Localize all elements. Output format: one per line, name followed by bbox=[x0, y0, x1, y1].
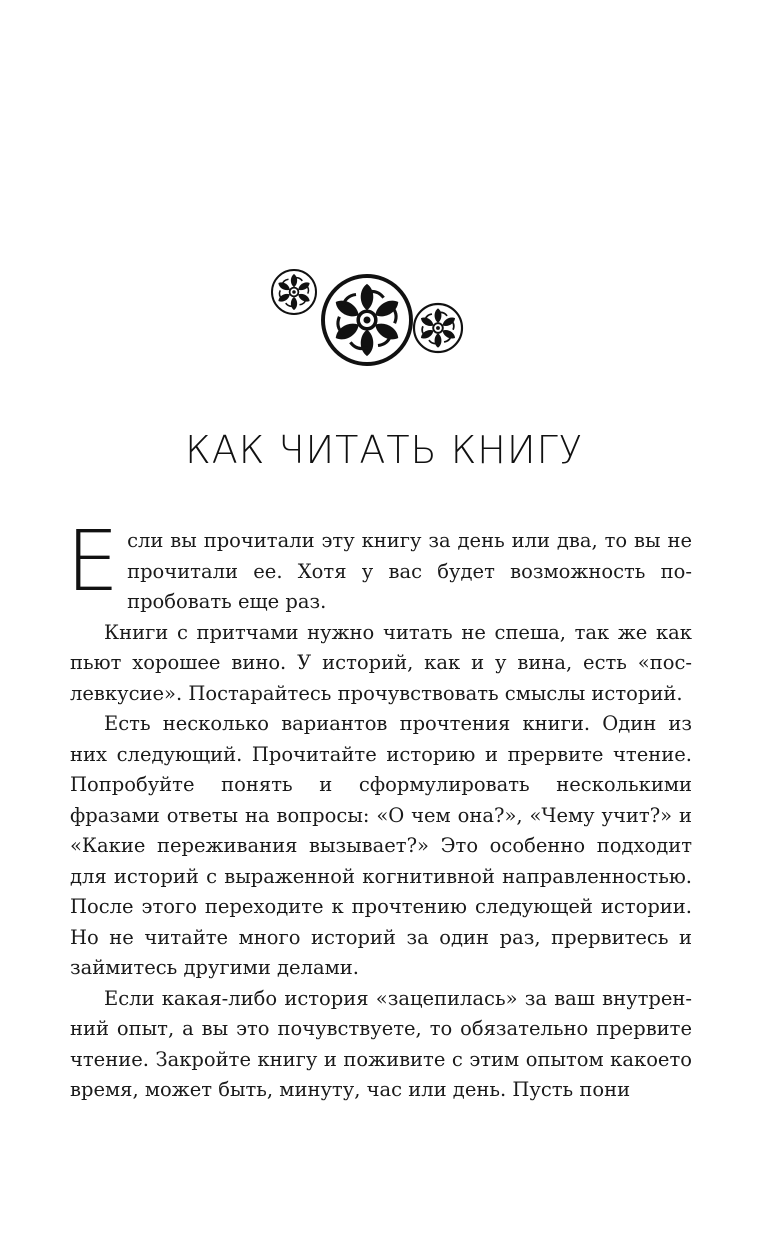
paragraph-3: Есть несколько вариантов прочтения книги. Один из них следующий. Прочитайте историю и прервите чтение. Попробуйте понять и сформулировать несколькими фразами ответы на вопросы: «О чем она?», «Чему учит?» и «Какие переживания вызывает?» Это особенно подходит для историй с выраженной когнитивной направленностью. После этого переходите к прочтению следующей истории. Но не читайте много историй за один раз, прервитесь и займитесь другими делами. bbox=[70, 712, 692, 979]
flower-ornament-icon bbox=[262, 262, 472, 370]
body-text bbox=[66, 512, 692, 1106]
paragraph-4: Если какая-либо история «зацепилась» за ваш внутренний опыт, а вы это почувствуете, то обязательно прервите чтение. Закройте книгу и поживите с этим опытом какоето время, может быть, минуту, час или день. Пусть пони bbox=[70, 986, 692, 1101]
chapter-title: КАК ЧИТАТЬ КНИГУ bbox=[185, 428, 583, 472]
drop-cap: Е bbox=[66, 512, 120, 610]
paragraph-1 bbox=[66, 512, 692, 618]
paragraph-1-text: сли вы прочитали эту книгу за день или два, то вы не прочитали ее. Хотя у вас будет возможность попробовать еще раз. bbox=[127, 529, 692, 613]
paragraph-2: Книги с притчами нужно читать не спеша, так же как пьют хорошее вино. У историй, как и у вина, есть «послевкусие». Постарайтесь прочувствовать смыслы историй. bbox=[70, 620, 692, 705]
